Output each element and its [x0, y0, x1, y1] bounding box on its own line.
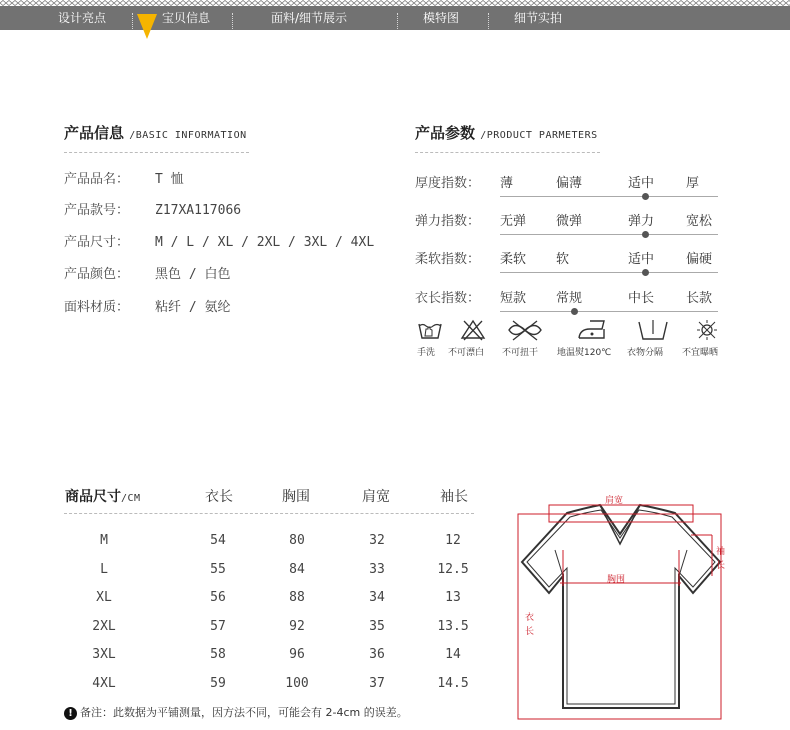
info-label: 产品品名：: [64, 172, 130, 187]
param-scale-line: [500, 234, 718, 235]
size-value-cell: 36: [369, 647, 385, 663]
size-value-cell: 92: [289, 618, 305, 634]
sleeve-label-2: 长: [716, 561, 726, 571]
no-bleach-icon: [460, 318, 486, 342]
param-label: 弹力指数：: [415, 214, 481, 229]
size-value-cell: 57: [210, 618, 226, 634]
product-params-heading: 产品参数: [415, 124, 476, 142]
size-label: XL: [96, 590, 112, 606]
size-value-cell: 13.5: [437, 618, 469, 634]
size-value-cell: 84: [289, 561, 305, 577]
size-value-cell: 56: [210, 590, 226, 606]
size-value-cell: 88: [289, 590, 305, 606]
info-label: 产品尺寸：: [64, 235, 130, 250]
measurement-note: [64, 704, 408, 720]
no-sun-dry-icon: [694, 318, 720, 342]
no-wring-icon: [505, 318, 545, 342]
size-col-header: 肩宽: [362, 489, 390, 505]
wash-separately-icon: [637, 318, 669, 342]
info-row-material: [64, 296, 230, 315]
param-option: 中长: [628, 291, 655, 306]
care-label-low-iron: 地温熨120℃: [557, 348, 612, 358]
care-label-wash-separately: 衣物分隔: [627, 348, 664, 358]
param-option: 柔软: [500, 252, 527, 267]
param-option: 无弹: [500, 214, 527, 229]
param-selected-dot: [642, 269, 649, 276]
size-value-cell: 59: [210, 676, 226, 691]
param-option: 厚: [686, 176, 700, 191]
param-option: 薄: [500, 176, 514, 191]
measurement-diagram: [515, 490, 725, 726]
info-value: M / L / XL / 2XL / 3XL / 4XL: [155, 235, 375, 250]
size-label: 4XL: [92, 676, 116, 691]
info-value: Z17XA117066: [155, 203, 242, 218]
param-scale-line: [500, 196, 718, 197]
size-value-cell: 32: [369, 533, 385, 548]
info-value: 黑色 / 白色: [155, 267, 231, 282]
size-value-cell: 12.5: [437, 561, 469, 577]
low-iron-icon: [576, 318, 608, 342]
active-tab-marker-icon: [137, 14, 159, 40]
info-value: T 恤: [155, 172, 184, 187]
param-scale-line: [500, 311, 718, 312]
size-col-header: 胸围: [282, 489, 310, 505]
size-label: 2XL: [92, 618, 116, 634]
product-info-heading: 产品信息: [64, 124, 125, 142]
care-label-no-sun-dry: 不宜曝晒: [682, 348, 719, 358]
info-label: 产品款号：: [64, 203, 130, 218]
info-row-size: [64, 231, 374, 250]
size-value-cell: 14.5: [437, 676, 469, 691]
size-value-cell: 33: [369, 561, 385, 577]
info-row-name: [64, 168, 184, 187]
size-value-cell: 35: [369, 618, 385, 634]
size-value-cell: 80: [289, 533, 305, 548]
nav-item-design-highlights[interactable]: 设计亮点: [58, 11, 107, 25]
size-table-title: [65, 486, 141, 506]
size-col-header: 袖长: [440, 489, 468, 505]
shoulder-label: 肩宽: [605, 496, 624, 506]
param-selected-dot: [571, 308, 578, 315]
param-option: 适中: [628, 252, 655, 267]
length-label-1: 衣: [525, 613, 535, 623]
size-value-cell: 58: [210, 647, 226, 663]
param-option: 宽松: [686, 214, 713, 229]
info-label: 面料材质：: [64, 300, 130, 315]
size-value-cell: 55: [210, 561, 226, 577]
size-value-cell: 96: [289, 647, 305, 663]
sleeve-label-1: 袖: [716, 547, 726, 557]
param-option: 长款: [686, 291, 713, 306]
size-table-heading: 商品尺寸: [65, 489, 121, 505]
decorative-strip: [0, 0, 790, 6]
size-table-unit: /CM: [121, 493, 141, 504]
info-value: 粘纤 / 氨纶: [155, 300, 231, 315]
size-value-cell: 34: [369, 590, 385, 606]
nav-item-fabric-details[interactable]: 面料/细节展示: [271, 11, 348, 25]
hand-wash-icon: [417, 318, 443, 342]
size-value-cell: 12: [445, 533, 461, 548]
divider: [64, 513, 474, 514]
size-value-cell: 14: [445, 647, 461, 663]
chest-label: 胸围: [607, 575, 626, 585]
divider: [415, 152, 600, 153]
nav-separator: [397, 13, 398, 29]
param-option: 适中: [628, 176, 655, 191]
size-value-cell: 13: [445, 590, 461, 606]
tshirt-diagram-icon: [515, 490, 725, 722]
care-label-no-wring: 不可扭干: [502, 348, 539, 358]
param-option: 偏薄: [556, 176, 583, 191]
param-label: 厚度指数：: [415, 176, 481, 191]
param-option: 短款: [500, 291, 527, 306]
warning-icon: !: [64, 707, 77, 720]
product-params-subtitle: /PRODUCT PARMETERS: [480, 130, 598, 141]
param-label: 柔软指数：: [415, 252, 481, 267]
size-value-cell: 54: [210, 533, 226, 548]
length-label-2: 长: [525, 627, 535, 637]
param-label: 衣长指数：: [415, 291, 481, 306]
size-value-cell: 100: [285, 676, 309, 691]
size-label: M: [100, 533, 108, 548]
param-option: 微弹: [556, 214, 583, 229]
divider: [64, 152, 249, 153]
product-info-title: [64, 122, 247, 143]
info-label: 产品颜色：: [64, 267, 130, 282]
product-info-subtitle: /BASIC INFORMATION: [129, 130, 247, 141]
note-text: 备注：此数据为平铺测量，因方法不同，可能会有 2-4cm 的误差。: [80, 706, 408, 719]
param-option: 软: [556, 252, 570, 267]
info-row-style-no: [64, 199, 241, 218]
size-label: 3XL: [92, 647, 116, 663]
nav-item-model-photos[interactable]: 模特图: [423, 11, 460, 25]
nav-separator: [132, 13, 133, 29]
size-col-header: 衣长: [205, 489, 233, 505]
nav-item-detail-photos[interactable]: 细节实拍: [514, 11, 563, 25]
nav-separator: [488, 13, 489, 29]
param-selected-dot: [642, 231, 649, 238]
size-value-cell: 37: [369, 676, 385, 691]
param-scale-line: [500, 272, 718, 273]
param-option: 弹力: [628, 214, 655, 229]
nav-item-product-info[interactable]: 宝贝信息: [162, 11, 211, 25]
info-row-color: [64, 263, 230, 282]
care-label-hand-wash: 手洗: [417, 348, 436, 358]
param-selected-dot: [642, 193, 649, 200]
nav-separator: [232, 13, 233, 29]
param-option: 偏硬: [686, 252, 713, 267]
size-label: L: [100, 561, 108, 577]
param-option: 常规: [556, 291, 583, 306]
top-nav-bar: [0, 0, 790, 30]
care-label-no-bleach: 不可漂白: [448, 348, 485, 358]
product-params-title: [415, 122, 598, 143]
